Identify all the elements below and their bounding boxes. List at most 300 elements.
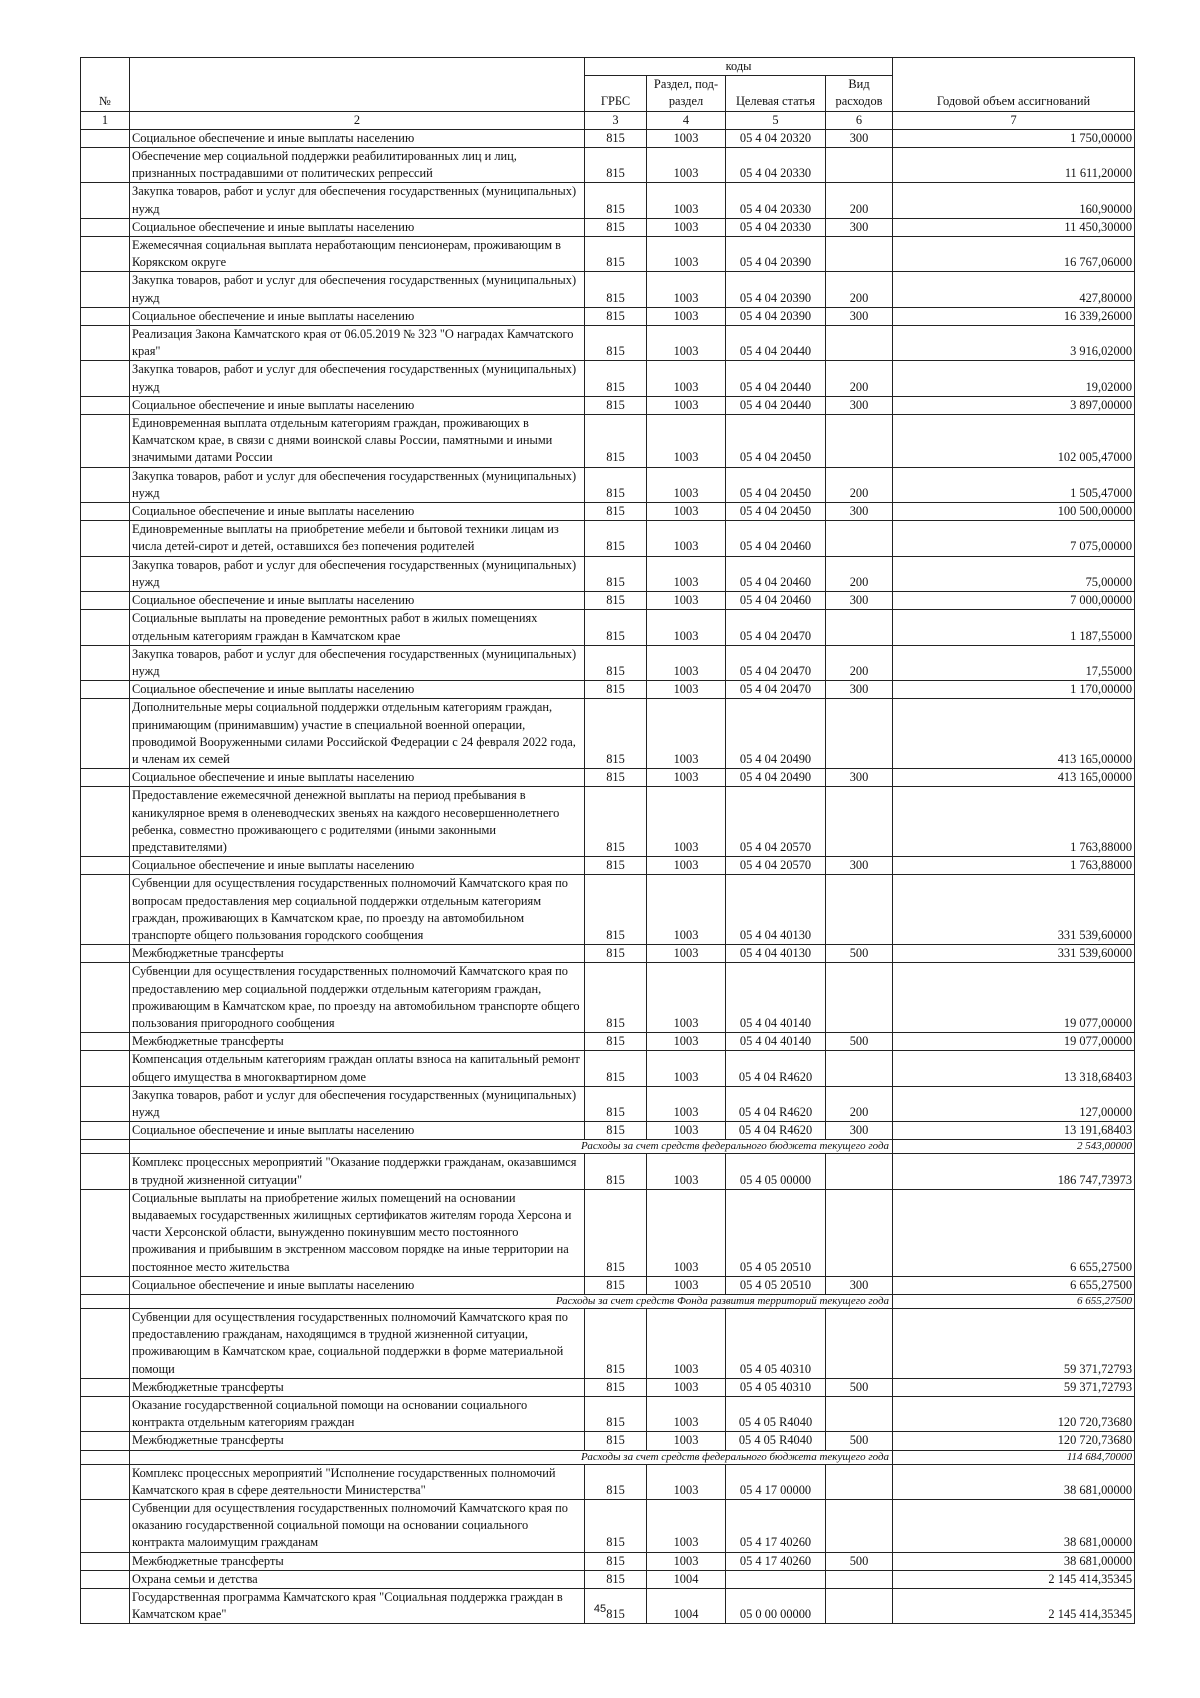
row-amount: 127,00000 (893, 1086, 1135, 1121)
table-row (81, 681, 1135, 699)
row-target: 05 4 04 20440 (726, 326, 826, 361)
row-section: 1003 (647, 396, 726, 414)
table-row (81, 1570, 1135, 1588)
row-number (81, 1033, 130, 1051)
row-target: 05 4 04 40130 (726, 945, 826, 963)
row-section: 1003 (647, 1189, 726, 1276)
row-grbs: 815 (585, 1051, 647, 1086)
table-header (81, 58, 1135, 130)
row-description: Социальное обеспечение и иные выплаты населению (130, 218, 585, 236)
row-description: Охрана семьи и детства (130, 1570, 585, 1588)
colnum-1: 1 (81, 111, 130, 129)
row-kind: 300 (826, 396, 893, 414)
row-amount: 59 371,72793 (893, 1309, 1135, 1379)
header-grbs: ГРБС (585, 76, 647, 111)
funding-source-amount: 114 684,70000 (893, 1450, 1135, 1464)
row-target: 05 4 05 40310 (726, 1309, 826, 1379)
row-section: 1003 (647, 963, 726, 1033)
row-number (81, 787, 130, 857)
row-number (81, 610, 130, 645)
table-row (81, 272, 1135, 307)
row-kind: 300 (826, 1276, 893, 1294)
row-number (81, 415, 130, 468)
row-amount: 1 763,88000 (893, 787, 1135, 857)
row-grbs: 815 (585, 769, 647, 787)
row-description: Единовременные выплаты на приобретение мебели и бытовой техники лицам из числа детей-сирот и детей, оставшихся без попечения родителей (130, 521, 585, 556)
funding-source-row (81, 1295, 1135, 1309)
row-target: 05 4 04 40130 (726, 875, 826, 945)
row-grbs: 815 (585, 556, 647, 591)
row-number (81, 1295, 130, 1309)
row-kind (826, 1309, 893, 1379)
row-kind: 200 (826, 645, 893, 680)
row-kind: 500 (826, 945, 893, 963)
row-kind (826, 1189, 893, 1276)
row-grbs: 815 (585, 645, 647, 680)
row-kind (826, 875, 893, 945)
row-amount: 17,55000 (893, 645, 1135, 680)
row-description: Межбюджетные трансферты (130, 945, 585, 963)
row-grbs: 815 (585, 503, 647, 521)
row-amount: 6 655,27500 (893, 1276, 1135, 1294)
row-grbs: 815 (585, 1189, 647, 1276)
row-number (81, 183, 130, 218)
table-row (81, 396, 1135, 414)
row-section: 1003 (647, 1154, 726, 1189)
page-number: 45 (593, 1603, 607, 1615)
row-section: 1003 (647, 218, 726, 236)
row-number (81, 645, 130, 680)
table-row (81, 148, 1135, 183)
row-section: 1003 (647, 556, 726, 591)
table-row (81, 503, 1135, 521)
row-grbs: 815 (585, 237, 647, 272)
table-row (81, 963, 1135, 1033)
row-kind (826, 610, 893, 645)
row-number (81, 1140, 130, 1154)
row-description: Социальное обеспечение и иные выплаты населению (130, 681, 585, 699)
row-amount: 16 339,26000 (893, 307, 1135, 325)
table-row (81, 556, 1135, 591)
row-amount: 6 655,27500 (893, 1189, 1135, 1276)
row-description: Ежемесячная социальная выплата неработающим пенсионерам, проживающим в Корякском округе (130, 237, 585, 272)
row-description: Социальные выплаты на приобретение жилых помещений на основании выдаваемых государственных жилищных сертификатов жителям города Херсона и части Херсонской области, вынужденно покинувшим место постоянного проживания и прибывшим в экстренном массовом порядке на иные территории на постоянное место жительства (130, 1189, 585, 1276)
row-target (726, 1570, 826, 1588)
row-grbs: 815 (585, 1500, 647, 1553)
row-target: 05 4 04 20460 (726, 521, 826, 556)
table-row (81, 1122, 1135, 1140)
row-amount: 413 165,00000 (893, 699, 1135, 769)
row-grbs: 815 (585, 183, 647, 218)
row-description: Социальное обеспечение и иные выплаты населению (130, 129, 585, 147)
row-number (81, 1450, 130, 1464)
row-number (81, 129, 130, 147)
row-description: Комплекс процессных мероприятий "Оказание поддержки гражданам, оказавшимся в трудной жизненной ситуации" (130, 1154, 585, 1189)
row-grbs: 815 (585, 1154, 647, 1189)
row-grbs: 815 (585, 857, 647, 875)
colnum-3: 3 (585, 111, 647, 129)
row-grbs: 815 (585, 1309, 647, 1379)
budget-table (80, 57, 1135, 1624)
row-grbs: 815 (585, 1122, 647, 1140)
row-grbs: 815 (585, 875, 647, 945)
table-row (81, 1154, 1135, 1189)
header-description (130, 58, 585, 112)
row-section: 1003 (647, 1309, 726, 1379)
row-kind (826, 1464, 893, 1499)
row-number (81, 1154, 130, 1189)
row-amount: 3 916,02000 (893, 326, 1135, 361)
row-kind: 300 (826, 503, 893, 521)
row-description: Комплекс процессных мероприятий "Исполнение государственных полномочий Камчатского края в сфере деятельности Министерства" (130, 1464, 585, 1499)
row-number (81, 1397, 130, 1432)
row-section: 1003 (647, 1033, 726, 1051)
row-amount: 38 681,00000 (893, 1552, 1135, 1570)
row-amount: 331 539,60000 (893, 945, 1135, 963)
row-grbs: 815 (585, 592, 647, 610)
row-grbs: 815 (585, 610, 647, 645)
row-section: 1003 (647, 699, 726, 769)
funding-source-amount: 2 543,00000 (893, 1140, 1135, 1154)
table-row (81, 1500, 1135, 1553)
row-kind (826, 521, 893, 556)
row-description: Социальное обеспечение и иные выплаты населению (130, 1122, 585, 1140)
row-section: 1003 (647, 415, 726, 468)
row-amount: 19,02000 (893, 361, 1135, 396)
row-amount: 16 767,06000 (893, 237, 1135, 272)
row-description: Реализация Закона Камчатского края от 06.05.2019 № 323 "О наградах Камчатского края" (130, 326, 585, 361)
table-row (81, 769, 1135, 787)
row-grbs: 815 (585, 148, 647, 183)
row-section: 1003 (647, 1122, 726, 1140)
row-number (81, 857, 130, 875)
row-description: Межбюджетные трансферты (130, 1552, 585, 1570)
row-number (81, 1552, 130, 1570)
funding-source-label: Расходы за счет средств Фонда развития территорий текущего года (130, 1295, 893, 1309)
row-target: 05 4 04 20450 (726, 415, 826, 468)
row-target: 05 4 04 R4620 (726, 1051, 826, 1086)
row-kind (826, 415, 893, 468)
row-target: 05 4 04 20470 (726, 610, 826, 645)
row-amount: 38 681,00000 (893, 1464, 1135, 1499)
row-amount: 13 191,68403 (893, 1122, 1135, 1140)
row-number (81, 1309, 130, 1379)
row-target: 05 4 04 20490 (726, 769, 826, 787)
row-kind (826, 963, 893, 1033)
row-kind (826, 1570, 893, 1588)
row-target: 05 4 04 20570 (726, 857, 826, 875)
row-target: 05 4 04 20570 (726, 787, 826, 857)
row-number (81, 361, 130, 396)
row-target: 05 4 04 40140 (726, 963, 826, 1033)
row-section: 1003 (647, 945, 726, 963)
row-target: 05 4 04 20330 (726, 183, 826, 218)
table-row (81, 1086, 1135, 1121)
row-target: 05 4 05 40310 (726, 1378, 826, 1396)
row-amount: 11 611,20000 (893, 148, 1135, 183)
row-description: Предоставление ежемесячной денежной выплаты на период пребывания в каникулярное время в оленеводческих звеньях на каждого несовершеннолетнего ребенка, совместно проживающего с родителями (иными законными представителями) (130, 787, 585, 857)
row-section: 1004 (647, 1589, 726, 1624)
row-description: Закупка товаров, работ и услуг для обеспечения государственных (муниципальных) нужд (130, 272, 585, 307)
table-row (81, 521, 1135, 556)
row-kind: 300 (826, 1122, 893, 1140)
row-section: 1003 (647, 1397, 726, 1432)
row-amount: 59 371,72793 (893, 1378, 1135, 1396)
table-row (81, 237, 1135, 272)
row-section: 1003 (647, 1500, 726, 1553)
row-description: Обеспечение мер социальной поддержки реабилитированных лиц и лиц, признанных пострадавшими от политических репрессий (130, 148, 585, 183)
row-section: 1003 (647, 467, 726, 502)
row-target: 05 4 05 00000 (726, 1154, 826, 1189)
row-kind: 500 (826, 1033, 893, 1051)
row-amount: 7 075,00000 (893, 521, 1135, 556)
row-description: Социальное обеспечение и иные выплаты населению (130, 769, 585, 787)
row-description: Межбюджетные трансферты (130, 1033, 585, 1051)
row-number (81, 699, 130, 769)
row-number (81, 1500, 130, 1553)
row-section: 1003 (647, 681, 726, 699)
row-section: 1004 (647, 1570, 726, 1588)
row-grbs: 815 (585, 521, 647, 556)
row-amount: 3 897,00000 (893, 396, 1135, 414)
row-target: 05 4 04 20320 (726, 129, 826, 147)
row-amount: 120 720,73680 (893, 1397, 1135, 1432)
row-target: 05 4 04 20440 (726, 361, 826, 396)
row-target: 05 4 04 20460 (726, 592, 826, 610)
row-target: 05 4 05 R4040 (726, 1432, 826, 1450)
row-description: Дополнительные меры социальной поддержки отдельным категориям граждан, принимающим (принимавшим) участие в специальной военной операции, проводимой Вооруженными силами Российской Федерации с 24 февраля 2022 года, и членам их семей (130, 699, 585, 769)
row-kind (826, 1051, 893, 1086)
table-row (81, 1432, 1135, 1450)
colnum-4: 4 (647, 111, 726, 129)
table-row (81, 467, 1135, 502)
table-row (81, 1276, 1135, 1294)
row-description: Компенсация отдельным категориям граждан оплаты взноса на капитальный ремонт общего имущества в многоквартирном доме (130, 1051, 585, 1086)
row-kind (826, 699, 893, 769)
table-row (81, 1464, 1135, 1499)
row-grbs: 815 (585, 415, 647, 468)
row-kind: 200 (826, 183, 893, 218)
row-section: 1003 (647, 610, 726, 645)
header-num: № (81, 58, 130, 112)
row-kind: 300 (826, 857, 893, 875)
row-target: 05 4 17 40260 (726, 1500, 826, 1553)
row-grbs: 815 (585, 1086, 647, 1121)
row-target: 05 4 04 40140 (726, 1033, 826, 1051)
funding-source-label: Расходы за счет средств федерального бюджета текущего года (130, 1450, 893, 1464)
row-section: 1003 (647, 1086, 726, 1121)
row-number (81, 326, 130, 361)
row-kind (826, 326, 893, 361)
header-target: Целевая статья (726, 76, 826, 111)
row-number (81, 1276, 130, 1294)
row-amount: 1 187,55000 (893, 610, 1135, 645)
row-section: 1003 (647, 857, 726, 875)
row-number (81, 963, 130, 1033)
row-grbs: 815 (585, 945, 647, 963)
row-section: 1003 (647, 592, 726, 610)
row-grbs: 815 (585, 963, 647, 1033)
row-description: Субвенции для осуществления государственных полномочий Камчатского края по предоставлению гражданам, находящимся в трудной жизненной ситуации, проживающим в Камчатском крае, социальной поддержки в форме материальной помощи (130, 1309, 585, 1379)
row-target: 05 4 04 20390 (726, 237, 826, 272)
row-kind: 500 (826, 1378, 893, 1396)
row-amount: 2 145 414,35345 (893, 1589, 1135, 1624)
row-amount: 13 318,68403 (893, 1051, 1135, 1086)
row-target: 05 4 04 20450 (726, 467, 826, 502)
row-section: 1003 (647, 1464, 726, 1499)
row-amount: 19 077,00000 (893, 1033, 1135, 1051)
row-amount: 38 681,00000 (893, 1500, 1135, 1553)
row-grbs: 815 (585, 1464, 647, 1499)
funding-source-row (81, 1140, 1135, 1154)
header-volume: Годовой объем ассигнований (893, 58, 1135, 112)
row-grbs: 815 (585, 1432, 647, 1450)
table-row (81, 326, 1135, 361)
row-grbs: 815 (585, 467, 647, 502)
row-amount: 75,00000 (893, 556, 1135, 591)
row-section: 1003 (647, 645, 726, 680)
table-row (81, 610, 1135, 645)
row-section: 1003 (647, 1432, 726, 1450)
row-number (81, 945, 130, 963)
colnum-6: 6 (826, 111, 893, 129)
table-row (81, 699, 1135, 769)
header-section: Раздел, под-раздел (647, 76, 726, 111)
row-number (81, 521, 130, 556)
table-row (81, 945, 1135, 963)
row-kind (826, 1500, 893, 1553)
row-description: Социальные выплаты на проведение ремонтных работ в жилых помещениях отдельным категориям граждан в Камчатском крае (130, 610, 585, 645)
table-row (81, 1552, 1135, 1570)
row-number (81, 467, 130, 502)
row-target: 05 4 04 R4620 (726, 1122, 826, 1140)
row-target: 05 4 04 20390 (726, 307, 826, 325)
row-number (81, 237, 130, 272)
table-row (81, 875, 1135, 945)
row-amount: 1 750,00000 (893, 129, 1135, 147)
row-section: 1003 (647, 361, 726, 396)
row-kind: 200 (826, 556, 893, 591)
row-number (81, 875, 130, 945)
row-number (81, 1051, 130, 1086)
row-amount: 427,80000 (893, 272, 1135, 307)
row-grbs: 815 (585, 1570, 647, 1588)
table-row (81, 361, 1135, 396)
row-target: 05 4 05 20510 (726, 1189, 826, 1276)
row-description: Закупка товаров, работ и услуг для обеспечения государственных (муниципальных) нужд (130, 467, 585, 502)
row-amount: 413 165,00000 (893, 769, 1135, 787)
row-section: 1003 (647, 237, 726, 272)
row-amount: 1 763,88000 (893, 857, 1135, 875)
row-section: 1003 (647, 1552, 726, 1570)
row-description: Закупка товаров, работ и услуг для обеспечения государственных (муниципальных) нужд (130, 645, 585, 680)
row-amount: 11 450,30000 (893, 218, 1135, 236)
row-section: 1003 (647, 307, 726, 325)
row-target: 05 4 04 20490 (726, 699, 826, 769)
row-section: 1003 (647, 769, 726, 787)
row-section: 1003 (647, 787, 726, 857)
row-number (81, 1432, 130, 1450)
row-kind: 200 (826, 361, 893, 396)
row-number (81, 218, 130, 236)
row-kind: 200 (826, 1086, 893, 1121)
row-grbs: 815 (585, 1033, 647, 1051)
row-target: 05 4 04 20460 (726, 556, 826, 591)
funding-source-row (81, 1450, 1135, 1464)
row-section: 1003 (647, 875, 726, 945)
row-grbs: 815 (585, 326, 647, 361)
row-amount: 19 077,00000 (893, 963, 1135, 1033)
row-kind: 200 (826, 272, 893, 307)
row-description: Закупка товаров, работ и услуг для обеспечения государственных (муниципальных) нужд (130, 361, 585, 396)
row-amount: 120 720,73680 (893, 1432, 1135, 1450)
header-kind: Вид расходов (826, 76, 893, 111)
table-row (81, 857, 1135, 875)
row-grbs: 815 (585, 681, 647, 699)
row-target: 05 0 00 00000 (726, 1589, 826, 1624)
row-number (81, 1464, 130, 1499)
row-section: 1003 (647, 1378, 726, 1396)
row-amount: 160,90000 (893, 183, 1135, 218)
row-amount: 100 500,00000 (893, 503, 1135, 521)
row-description: Субвенции для осуществления государственных полномочий Камчатского края по вопросам предоставления мер социальной поддержки отдельным категориям граждан, проживающих в Камчатском крае, по проезду на автомобильном транспорте общего пользования городского сообщения (130, 875, 585, 945)
row-amount: 331 539,60000 (893, 875, 1135, 945)
row-target: 05 4 17 40260 (726, 1552, 826, 1570)
row-target: 05 4 04 20330 (726, 148, 826, 183)
table-row (81, 592, 1135, 610)
row-description: Закупка товаров, работ и услуг для обеспечения государственных (муниципальных) нужд (130, 556, 585, 591)
row-section: 1003 (647, 521, 726, 556)
table-body (81, 129, 1135, 1624)
row-number (81, 272, 130, 307)
row-description: Закупка товаров, работ и услуг для обеспечения государственных (муниципальных) нужд (130, 1086, 585, 1121)
row-section: 1003 (647, 148, 726, 183)
row-number (81, 556, 130, 591)
colnum-7: 7 (893, 111, 1135, 129)
row-description: Субвенции для осуществления государственных полномочий Камчатского края по предоставлению мер социальной поддержки отдельным категориям граждан, проживающим в Камчатском крае, по проезду на автомобильном транспорте общего пользования пригородного сообщения (130, 963, 585, 1033)
row-grbs: 815 (585, 1276, 647, 1294)
row-target: 05 4 04 20450 (726, 503, 826, 521)
row-kind (826, 1397, 893, 1432)
table-row (81, 787, 1135, 857)
row-target: 05 4 04 20440 (726, 396, 826, 414)
row-description: Закупка товаров, работ и услуг для обеспечения государственных (муниципальных) нужд (130, 183, 585, 218)
row-amount: 186 747,73973 (893, 1154, 1135, 1189)
header-codes: коды (585, 58, 893, 76)
row-number (81, 503, 130, 521)
row-kind: 300 (826, 592, 893, 610)
row-grbs: 815 (585, 307, 647, 325)
row-amount: 102 005,47000 (893, 415, 1135, 468)
table-row (81, 183, 1135, 218)
row-number (81, 1086, 130, 1121)
row-grbs: 815 (585, 1397, 647, 1432)
table-row (81, 645, 1135, 680)
row-kind (826, 1154, 893, 1189)
row-kind: 300 (826, 129, 893, 147)
row-grbs: 815 (585, 699, 647, 769)
row-description: Социальное обеспечение и иные выплаты населению (130, 396, 585, 414)
table-row (81, 1378, 1135, 1396)
row-kind: 200 (826, 467, 893, 502)
colnum-2: 2 (130, 111, 585, 129)
funding-source-amount: 6 655,27500 (893, 1295, 1135, 1309)
row-grbs: 815 (585, 218, 647, 236)
row-amount: 2 145 414,35345 (893, 1570, 1135, 1588)
row-description: Государственная программа Камчатского края "Социальная поддержка граждан в Камчатском крае" (130, 1589, 585, 1624)
row-section: 1003 (647, 129, 726, 147)
row-grbs: 815 (585, 272, 647, 307)
